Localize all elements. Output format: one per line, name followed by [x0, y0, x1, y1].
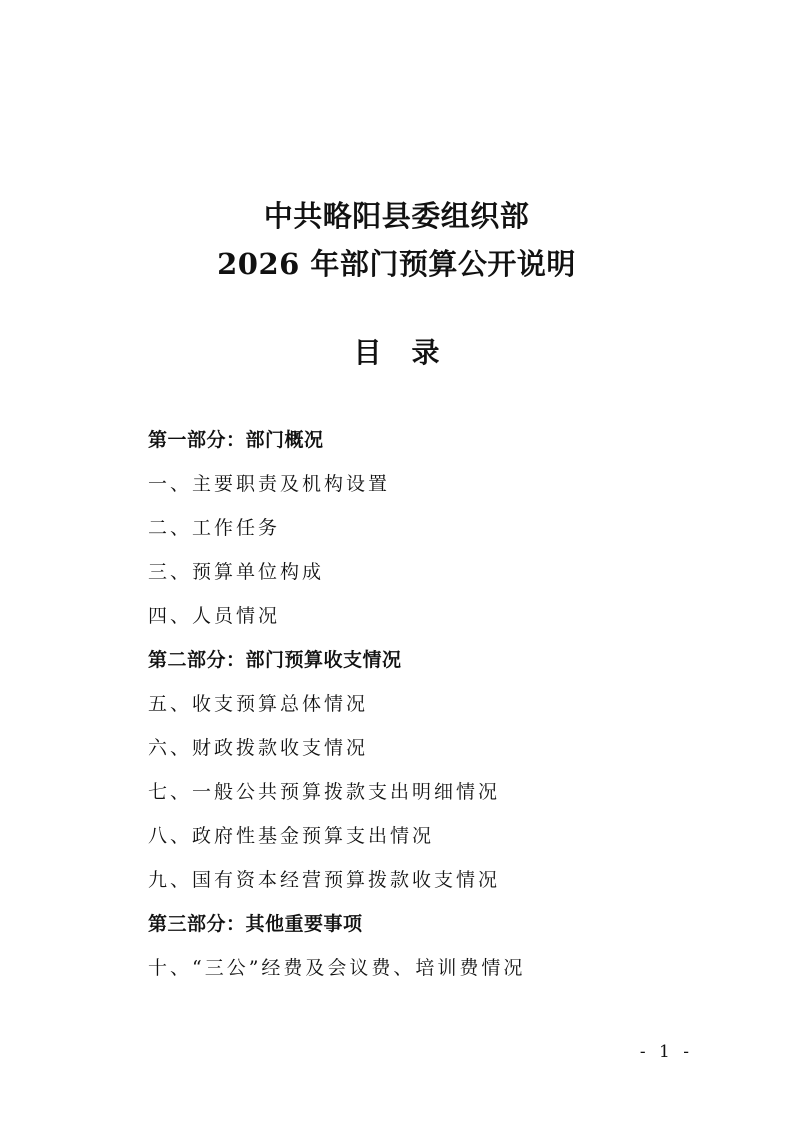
document-title-subject: 2026 年部门预算公开说明: [217, 247, 576, 281]
toc-part-heading: 第一部分：部门概况: [148, 429, 324, 451]
table-of-contents: [148, 425, 708, 997]
toc-heading-char-2: 录: [411, 336, 440, 369]
toc-heading: [0, 336, 793, 370]
toc-entry: 四、人员情况: [148, 605, 281, 627]
document-title-organization: 中共略阳县委组织部: [263, 199, 530, 233]
toc-entry: 六、财政拨款收支情况: [148, 737, 369, 759]
toc-part-heading: 第三部分：其他重要事项: [148, 913, 363, 935]
toc-entry: 一、主要职责及机构设置: [148, 473, 391, 495]
toc-entry: 七、一般公共预算拨款支出明细情况: [148, 781, 501, 803]
toc-part-heading: 第二部分：部门预算收支情况: [148, 649, 402, 671]
toc-entry: 十、“三公”经费及会议费、培训费情况: [148, 957, 526, 979]
toc-entry: 五、收支预算总体情况: [148, 693, 369, 715]
toc-entry: 八、政府性基金预算支出情况: [148, 825, 435, 847]
toc-heading-char-1: 目: [353, 336, 382, 369]
page-number: - 1 -: [639, 1042, 693, 1062]
toc-entry: 三、预算单位构成: [148, 561, 325, 583]
toc-entry: 九、国有资本经营预算拨款收支情况: [148, 869, 501, 891]
toc-entry: 二、工作任务: [148, 517, 281, 539]
